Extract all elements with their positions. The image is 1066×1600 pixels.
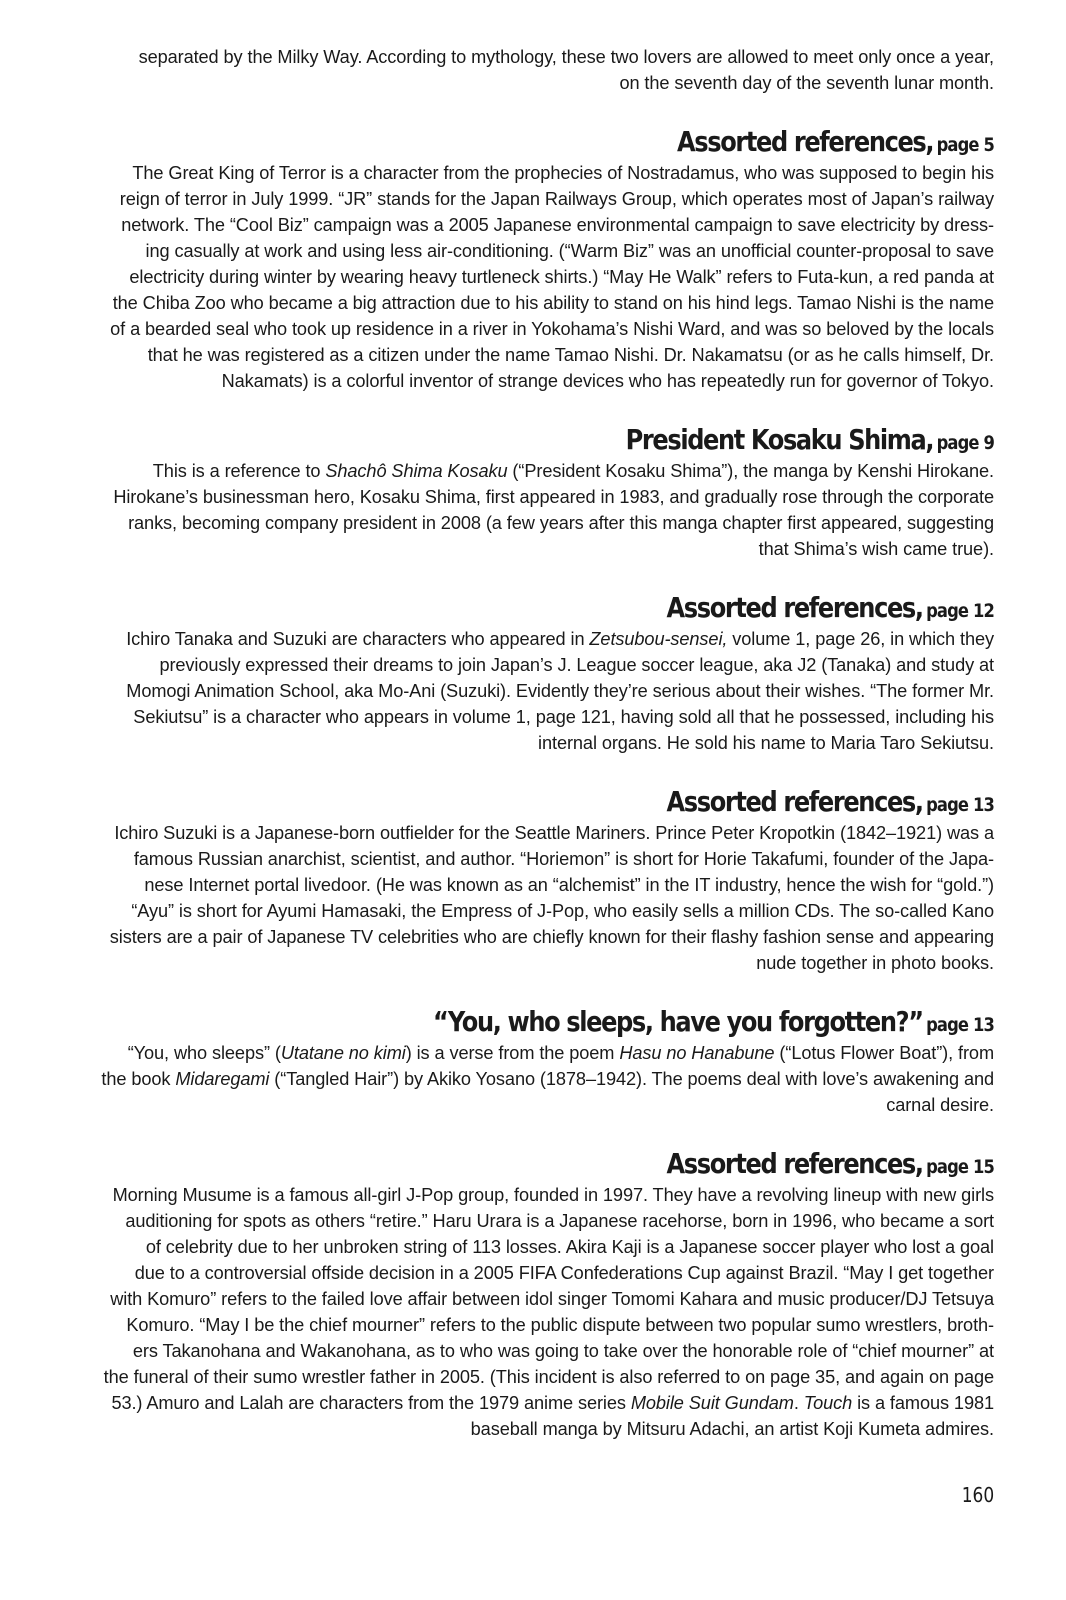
section-heading xyxy=(182,1144,994,1182)
text-line: Komuro. “May I be the chief mourner” refers to the public dispute between two popular sumo wrestlers, broth- xyxy=(126,1315,994,1335)
text-line: electricity during winter by wearing heavy turtleneck shirts.) “May He Walk” refers to Futa-kun, a red panda at xyxy=(129,267,994,287)
text-line: The Great King of Terror is a character from the prophecies of Nostradamus, who was supposed to begin his xyxy=(132,163,994,183)
heading-title: President Kosaku Shima, xyxy=(625,423,934,456)
section-assorted-references-page-13 xyxy=(50,782,994,976)
heading-page: page 9 xyxy=(936,432,994,454)
text-line: Morning Musume is a famous all-girl J-Pop group, founded in 1997. They have a revolving lineup with new girls xyxy=(112,1185,994,1205)
text-line: network. The “Cool Biz” campaign was a 2005 Japanese environmental campaign to save electricity by dress- xyxy=(121,215,994,235)
text-run: This is a reference to xyxy=(152,461,326,481)
text-run: . xyxy=(793,1393,804,1413)
text-line: reign of terror in July 1999. “JR” stands for the Japan Railways Group, which operates most of Japan’s railway xyxy=(119,189,994,209)
text-line: Hirokane’s businessman hero, Kosaku Shima, first appeared in 1983, and gradually rose through the corporate xyxy=(113,487,994,507)
text-line: due to a controversial offside decision in a 2005 FIFA Confederations Cup against Brazil. “May I get together xyxy=(134,1263,994,1283)
text-column xyxy=(50,44,994,1442)
text-line xyxy=(50,458,994,484)
section-president-kosaku-shima xyxy=(50,420,994,562)
text-run: (“President Kosaku Shima”), the manga by Kenshi Hirokane. xyxy=(507,461,994,481)
text-line: that Shima’s wish came true). xyxy=(758,539,994,559)
text-line xyxy=(50,1040,994,1066)
text-line: on the seventh day of the seventh lunar month. xyxy=(619,73,994,93)
text-line: that he was registered as a citizen under the name Tamao Nishi. Dr. Nakamatsu (or as he calls himself, Dr. xyxy=(147,345,994,365)
heading-page: page 12 xyxy=(926,600,994,622)
text-line: with Komuro” refers to the failed love affair between idol singer Tomomi Kahara and music producer/DJ Tetsuya xyxy=(110,1289,994,1309)
text-line: ing casually at work and using less air-conditioning. (“Warm Biz” was an unofficial counter-proposal to save xyxy=(145,241,994,261)
text-line: the Chiba Zoo who became a big attraction due to his ability to stand on his hind legs. Tamao Nishi is the name xyxy=(112,293,994,313)
text-line: sisters are a pair of Japanese TV celebrities who are chiefly known for their flashy fashion sense and appearing xyxy=(109,927,994,947)
text-line: previously expressed their dreams to join Japan’s J. League soccer league, aka J2 (Tanaka) and study at xyxy=(159,655,994,675)
text-line: Ichiro Suzuki is a Japanese-born outfielder for the Seattle Mariners. Prince Peter Kropotkin (1842–1921) was a xyxy=(114,823,994,843)
text-line: of celebrity due to her unbroken string of 113 losses. Akira Kaji is a Japanese soccer player who lost a goal xyxy=(145,1237,994,1257)
section-assorted-references-page-15 xyxy=(50,1144,994,1442)
text-run: “You, who sleeps” ( xyxy=(127,1043,281,1063)
italic-title: Utatane no kimi xyxy=(280,1043,406,1063)
italic-title: Midaregami xyxy=(175,1069,270,1089)
text-line: ranks, becoming company president in 2008 (a few years after this manga chapter first appeared, suggesting xyxy=(128,513,994,533)
heading-title: Assorted references, xyxy=(666,1147,923,1180)
text-line: Momogi Animation School, aka Mo-Ani (Suzuki). Evidently they’re serious about their wishes. “The former Mr. xyxy=(126,681,994,701)
text-line xyxy=(50,1390,994,1416)
text-line: of a bearded seal who took up residence in a river in Yokohama’s Nishi Ward, and was so beloved by the locals xyxy=(110,319,994,339)
section-you-who-sleeps xyxy=(50,1002,994,1118)
section-assorted-references-page-12 xyxy=(50,588,994,756)
text-line: separated by the Milky Way. According to mythology, these two lovers are allowed to meet only once a year, xyxy=(138,47,994,67)
text-line: ers Takanohana and Wakanohana, as to who was going to take over the honorable role of “chief mourner” at xyxy=(132,1341,994,1361)
text-line: the funeral of their sumo wrestler father in 2005. (This incident is also referred to on page 35, and again on page xyxy=(103,1367,994,1387)
text-run: 53.) Amuro and Lalah are characters from the 1979 anime series xyxy=(111,1393,631,1413)
heading-page: page 13 xyxy=(926,1014,994,1036)
text-run: ) is a verse from the poem xyxy=(405,1043,620,1063)
italic-title: Shachô Shima Kosaku xyxy=(325,461,508,481)
text-run: volume 1, page 26, in which they xyxy=(727,629,994,649)
heading-page: page 15 xyxy=(926,1156,994,1178)
heading-page: page 13 xyxy=(926,794,994,816)
heading-page: page 5 xyxy=(936,134,994,156)
italic-title: Mobile Suit Gundam xyxy=(630,1393,794,1413)
text-line xyxy=(50,626,994,652)
text-run: the book xyxy=(101,1069,176,1089)
text-line: nese Internet portal livedoor. (He was known as an “alchemist” in the IT industry, hence the wish for “gold.”) xyxy=(144,875,994,895)
heading-title: Assorted references, xyxy=(666,591,923,624)
text-line: internal organs. He sold his name to Maria Taro Sekiutsu. xyxy=(538,733,994,753)
italic-title: Touch xyxy=(803,1393,853,1413)
text-line: baseball manga by Mitsuru Adachi, an artist Koji Kumeta admires. xyxy=(470,1419,994,1439)
heading-title: “You, who sleeps, have you forgotten?” xyxy=(433,1005,923,1038)
section-heading xyxy=(182,1002,994,1040)
text-run: Ichiro Tanaka and Suzuki are characters who appeared in xyxy=(126,629,590,649)
heading-title: Assorted references, xyxy=(677,125,934,158)
italic-title: Zetsubou-sensei, xyxy=(589,629,728,649)
heading-title: Assorted references, xyxy=(666,785,923,818)
text-line: auditioning for spots as others “retire.” Haru Urara is a Japanese racehorse, born in 1996, who became a sort xyxy=(125,1211,994,1231)
text-line: Sekiutsu” is a character who appears in volume 1, page 121, having sold all that he possessed, including his xyxy=(133,707,994,727)
text-line: carnal desire. xyxy=(886,1095,994,1115)
section-heading xyxy=(182,782,994,820)
text-run: is a famous 1981 xyxy=(852,1393,994,1413)
section-heading xyxy=(182,420,994,458)
page-number: 160 xyxy=(961,1483,994,1507)
section-heading xyxy=(182,122,994,160)
text-line: “Ayu” is short for Ayumi Hamasaki, the Empress of J-Pop, who easily sells a million CDs. The so-called Kano xyxy=(131,901,994,921)
italic-title: Hasu no Hanabune xyxy=(619,1043,775,1063)
text-line xyxy=(50,1066,994,1092)
text-run: (“Tangled Hair”) by Akiko Yosano (1878–1942). The poems deal with love’s awakening and xyxy=(269,1069,994,1089)
section-assorted-references-page-5 xyxy=(50,122,994,394)
text-line: Nakamats) is a colorful inventor of strange devices who has repeatedly run for governor of Tokyo. xyxy=(221,371,994,391)
text-line: famous Russian anarchist, scientist, and author. “Horiemon” is short for Horie Takafumi, founder of the Japa- xyxy=(133,849,994,869)
intro-paragraph xyxy=(50,44,994,96)
text-line: nude together in photo books. xyxy=(756,953,994,973)
text-run: (“Lotus Flower Boat”), from xyxy=(774,1043,994,1063)
section-heading xyxy=(182,588,994,626)
